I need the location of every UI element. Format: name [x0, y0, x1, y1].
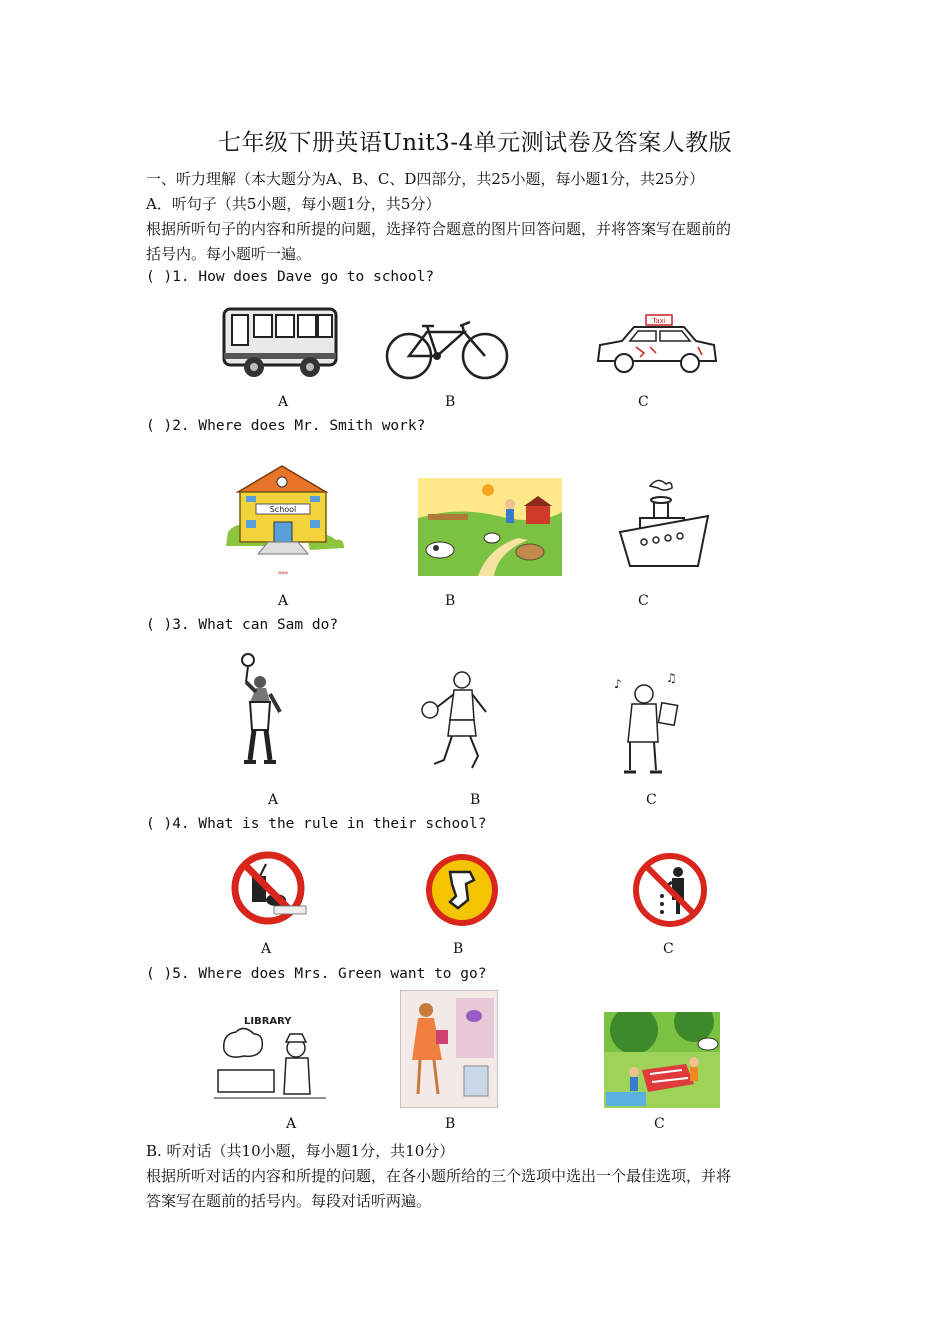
bus-icon [218, 305, 340, 383]
part-a-heading: A．听句子（共5小题，每小题1分，共5分） [146, 195, 441, 213]
question-3: ( )3. What can Sam do? [146, 617, 339, 633]
option-3c: C [646, 792, 657, 808]
badminton-player-icon [226, 652, 296, 776]
shopping-icon [400, 990, 498, 1108]
section-heading: 一、听力理解（本大题分为A、B、C、D四部分，共25小题，每小题1分，共25分） [146, 170, 705, 188]
option-2a: A [278, 593, 289, 609]
taxi-sign: Taxi [652, 317, 666, 325]
svg-text:♪: ♪ [614, 677, 622, 691]
option-4b: B [453, 941, 464, 957]
hand-sign-icon [422, 850, 502, 930]
option-2c: C [638, 593, 649, 609]
school-icon [218, 462, 348, 578]
option-3b: B [470, 792, 481, 808]
part-b-instruction-line1: 根据所听对话的内容和所提的问题，在各小题所给的三个选项中选出一个最佳选项，并将 [146, 1167, 732, 1185]
option-4c: C [663, 941, 674, 957]
page-title: 七年级下册英语Unit3-4单元测试卷及答案人教版 [217, 130, 733, 156]
bicycle-icon [382, 318, 512, 382]
basketball-player-icon [414, 664, 510, 774]
part-b-instruction-line2: 答案写在题前的括号内。每段对话听两遍。 [146, 1192, 432, 1210]
option-1b: B [445, 394, 456, 410]
svg-text:www: www [278, 570, 288, 575]
part-b-heading: B. 听对话（共10小题，每小题1分，共10分） [146, 1142, 455, 1160]
singer-icon [606, 664, 702, 778]
ship-icon [614, 476, 710, 574]
option-1c: C [638, 394, 649, 410]
option-5c: C [654, 1116, 665, 1132]
question-2: ( )2. Where does Mr. Smith work? [146, 418, 426, 434]
question-4: ( )4. What is the rule in their school? [146, 816, 487, 832]
question-5: ( )5. Where does Mrs. Green want to go? [146, 966, 487, 982]
option-3a: A [268, 792, 279, 808]
option-2b: B [445, 593, 456, 609]
option-5a: A [286, 1116, 297, 1132]
option-4a: A [261, 941, 272, 957]
svg-text:♫: ♫ [666, 671, 677, 685]
library-icon [214, 1010, 326, 1106]
park-picnic-icon [604, 1012, 720, 1108]
school-sign: School [269, 505, 297, 514]
part-a-instruction-line1: 根据所听句子的内容和所提的问题，选择符合题意的图片回答问题，并将答案写在题前的 [146, 220, 732, 238]
no-littering-sign-icon [630, 850, 710, 930]
farm-icon [418, 478, 562, 576]
option-1a: A [278, 394, 289, 410]
library-sign: LIBRARY [244, 1016, 292, 1027]
no-food-sign-icon [230, 850, 310, 930]
taxi-icon [592, 313, 720, 381]
option-5b: B [445, 1116, 456, 1132]
question-1: ( )1. How does Dave go to school? [146, 269, 435, 285]
part-a-instruction-line2: 括号内。每小题听一遍。 [146, 245, 312, 263]
